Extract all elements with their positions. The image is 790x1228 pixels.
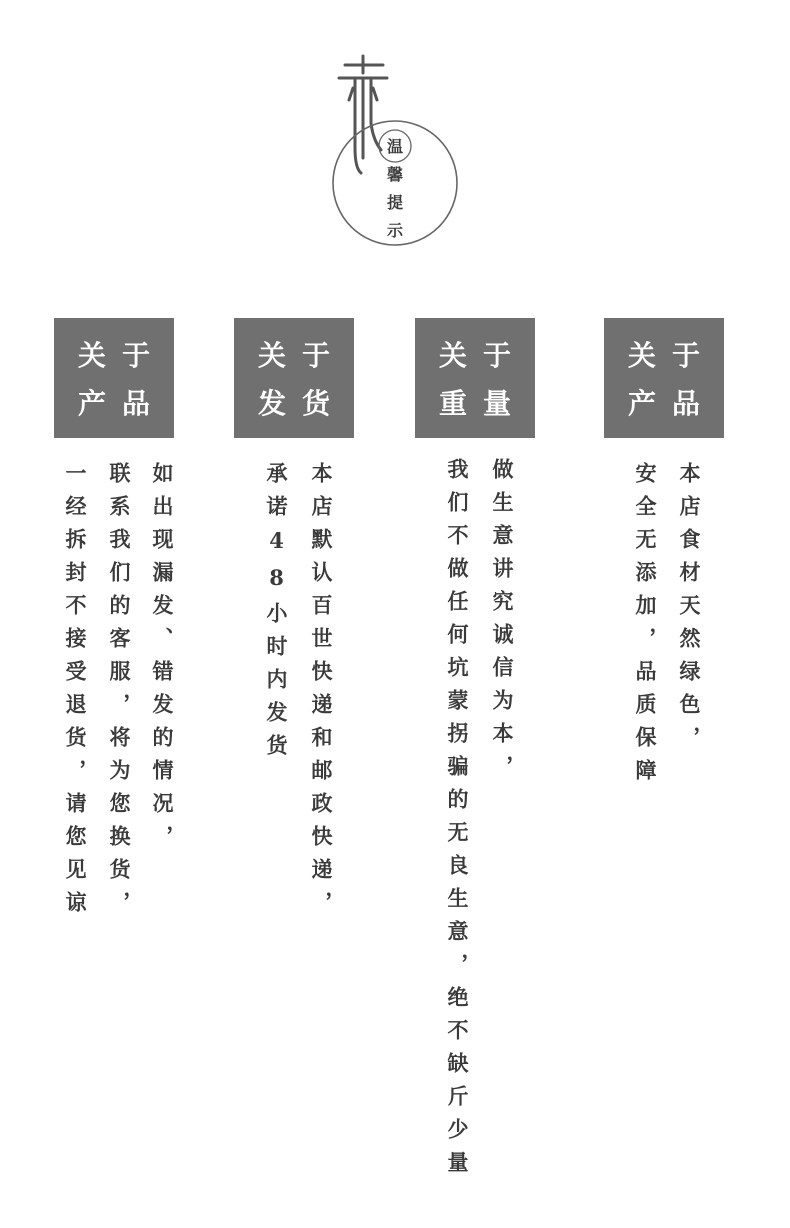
title-char: 于 bbox=[121, 339, 150, 372]
section-title-block bbox=[604, 318, 724, 438]
title-char: 关 bbox=[627, 339, 656, 372]
section-title-block bbox=[415, 318, 535, 438]
title-char: 关 bbox=[77, 339, 106, 372]
logo-char: 温 bbox=[386, 137, 403, 156]
section-text-line: 如出现漏发、错发的情况， bbox=[150, 462, 175, 858]
section-text-line: 本店食材天然绿色， bbox=[677, 462, 702, 759]
section-text-line: 一经拆封不接受退货，请您见谅 bbox=[63, 462, 88, 924]
logo-char: 馨 bbox=[386, 165, 403, 184]
title-char: 产 bbox=[627, 387, 656, 420]
title-char: 产 bbox=[77, 387, 106, 420]
title-char: 关 bbox=[438, 339, 467, 372]
section-text-line: 做生意讲究诚信为本， bbox=[490, 458, 515, 788]
title-char: 品 bbox=[671, 387, 700, 420]
section-text-line: 我们不做任何坑蒙拐骗的无良生意，绝不缺斤少量 bbox=[445, 458, 470, 1184]
section-text-line: 承诺48小时内发货 bbox=[264, 462, 289, 767]
logo-char: 提 bbox=[386, 193, 403, 212]
title-char: 于 bbox=[301, 339, 330, 372]
section-text-line: 联系我们的客服，将为您换货， bbox=[107, 462, 132, 924]
title-char: 重 bbox=[438, 387, 467, 420]
logo-char: 示 bbox=[386, 221, 403, 240]
section-text-line: 本店默认百世快递和邮政快递， bbox=[309, 462, 334, 924]
warm-tips-label bbox=[375, 133, 415, 245]
title-char: 量 bbox=[482, 387, 511, 420]
title-char: 发 bbox=[257, 387, 286, 420]
section-title-block bbox=[234, 318, 354, 438]
title-char: 品 bbox=[121, 387, 150, 420]
title-char: 货 bbox=[301, 387, 330, 420]
title-char: 于 bbox=[671, 339, 700, 372]
section-text-line: 安全无添加，品质保障 bbox=[633, 462, 658, 792]
title-char: 关 bbox=[257, 339, 286, 372]
title-char: 于 bbox=[482, 339, 511, 372]
section-title-block bbox=[54, 318, 174, 438]
